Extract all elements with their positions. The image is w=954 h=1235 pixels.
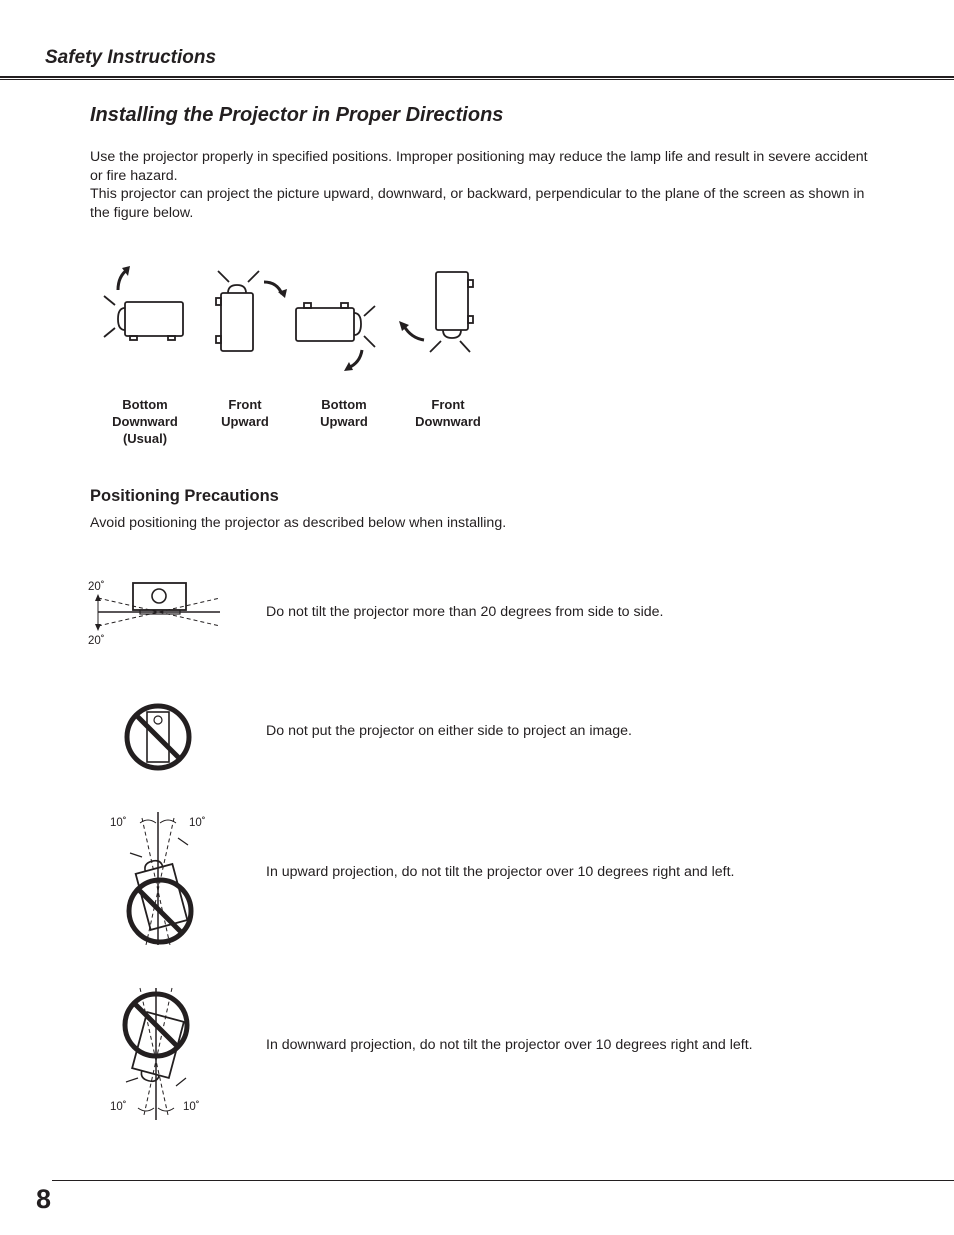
precaution-text-1: Do not tilt the projector more than 20 degrees from side to side. <box>266 604 664 620</box>
caption-line: Downward <box>415 414 481 429</box>
angle-label-right: 10˚ <box>189 817 206 829</box>
intro-paragraph-1: Use the projector properly in specified positions. Improper positioning may reduce the lamp life and result in severe accident or fire hazard. <box>90 149 868 184</box>
precautions-intro: Avoid positioning the projector as described below when installing. <box>90 515 507 531</box>
precaution-text-3: In upward projection, do not tilt the projector over 10 degrees right and left. <box>266 864 735 880</box>
header-title: Safety Instructions <box>45 47 217 68</box>
caption-line: Bottom <box>321 397 367 412</box>
caption-line: Bottom <box>122 397 168 412</box>
caption-line: Upward <box>221 414 269 429</box>
caption-line: (Usual) <box>122 431 168 446</box>
precaution-text-2: Do not put the projector on either side to project an image. <box>266 723 632 739</box>
caption-line: Upward <box>320 414 368 429</box>
angle-label-left: 10˚ <box>110 1101 127 1113</box>
angle-label-bottom: 20˚ <box>88 635 105 647</box>
caption-line: Front <box>228 397 262 412</box>
precaution-text-4: In downward projection, do not tilt the projector over 10 degrees right and left. <box>266 1037 753 1053</box>
intro-paragraph-2: This projector can project the picture upward, downward, or backward, perpendicular to the plane of the screen as shown in the figure below. <box>90 186 865 221</box>
page-number: 8 <box>36 1184 52 1214</box>
angle-label-top: 20˚ <box>88 581 105 593</box>
section-title: Installing the Projector in Proper Directions <box>90 104 504 126</box>
angle-label-right: 10˚ <box>183 1101 200 1113</box>
precautions-title: Positioning Precautions <box>90 487 279 505</box>
angle-label-left: 10˚ <box>110 817 127 829</box>
footer-rule <box>52 1180 954 1181</box>
caption-line: Front <box>431 397 465 412</box>
caption-line: Downward <box>112 414 178 429</box>
